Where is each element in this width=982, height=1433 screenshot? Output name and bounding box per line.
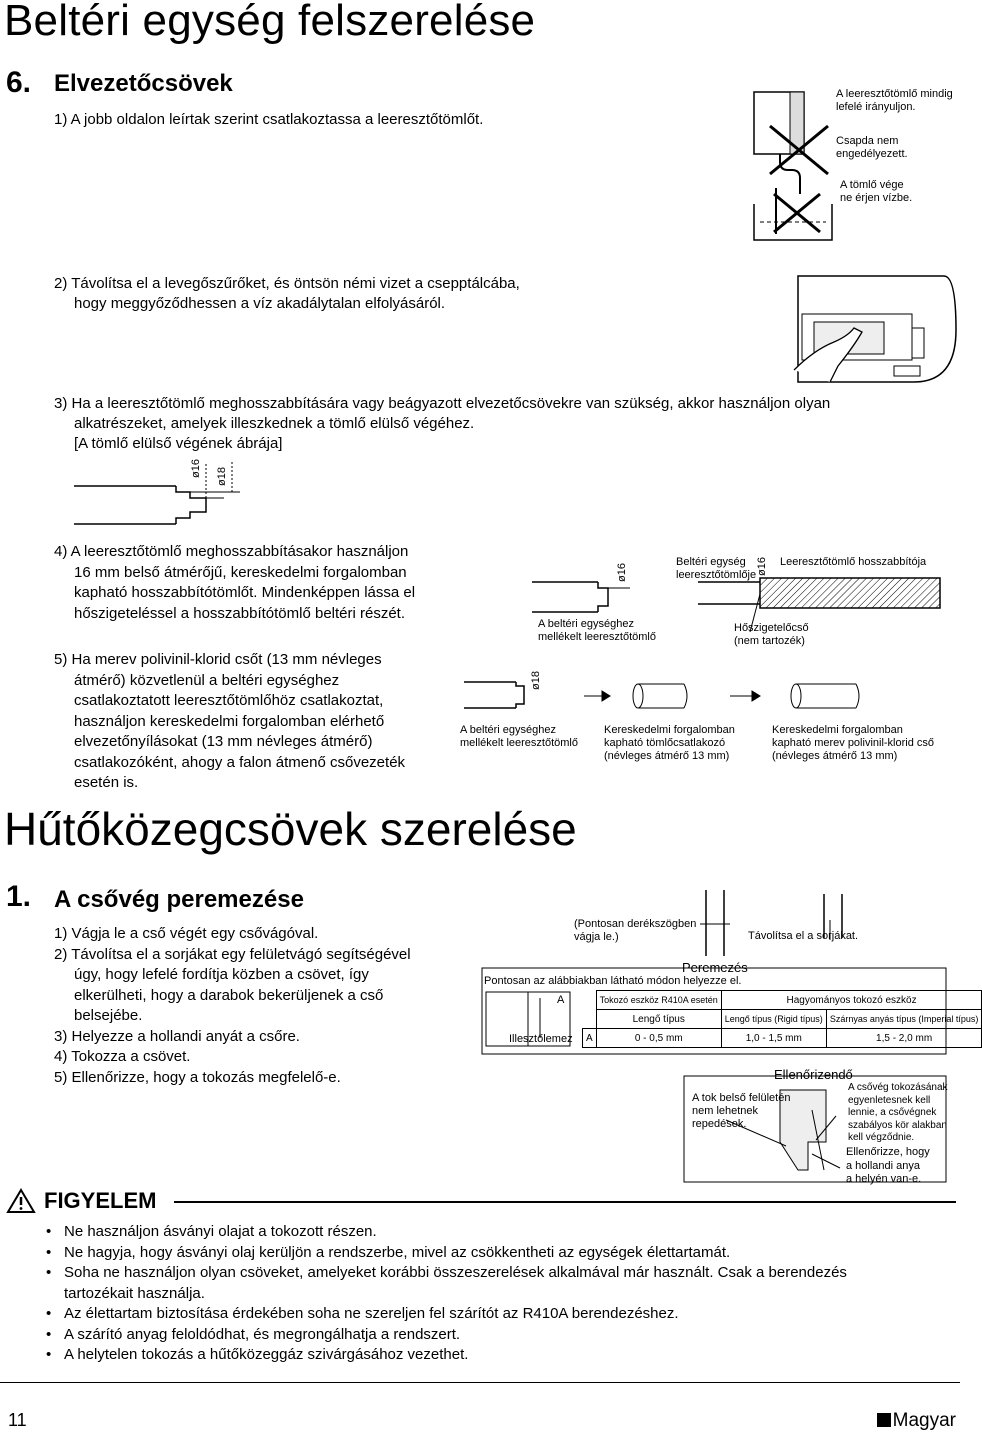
cut-note-1: (Pontosan derékszögben [574, 918, 697, 930]
flare-step: elkerülheti, hogy a darabok bekerüljenek a cső [74, 986, 384, 1004]
deburr-note: Távolítsa el a sorjákat. [748, 930, 859, 942]
diameter-18-label: ø18 [216, 467, 228, 486]
step-5-block [54, 650, 454, 794]
warning-item: • Soha ne használjon olyan csöveket, amelyeket korábbi összeszerelések alkalmával már használt. Csak a berendezés [46, 1263, 946, 1284]
diameter-16-label: ø16 [190, 459, 202, 478]
square-icon [877, 1413, 891, 1427]
indoor-hose-label-2: leeresztőtömlője [676, 569, 757, 581]
insulation-label-1: Hőszigetelőcső [734, 622, 809, 634]
flare-table [582, 990, 982, 1048]
hose-label-b-2: mellékelt leeresztőtömlő [460, 737, 578, 749]
hose-label-a-2: mellékelt leeresztőtömlő [538, 631, 656, 643]
step-1-text: 1) A jobb oldalon leírtak szerint csatlakoztassa a leeresztőtömlőt. [54, 111, 484, 128]
placement-note: Pontosan az alábbiakban látható módon helyezze el. [484, 975, 742, 987]
warning-item: • A szárító anyag feloldódhat, és megrongálhatja a rendszert. [46, 1325, 946, 1346]
step-2-line1: 2) Távolítsa el a levegőszűrőket, és öntsön némi vizet a csepptálcába, [54, 275, 520, 292]
check-even-line: szabályos kör alakban [848, 1119, 947, 1131]
flare-step: úgy, hogy lefelé fordítja közben a csövet, így [74, 966, 369, 983]
refrigerant-title: Hűtőközegcsövek szerelése [4, 803, 577, 855]
subheader-rigid: Lengő típus (Rigid típus) [721, 1010, 826, 1029]
pvc-label-2: kapható merev polivinil-klorid cső [772, 737, 935, 749]
die-label: Illesztőlemez [509, 1033, 573, 1045]
flare-step: belsejébe. [74, 1007, 143, 1024]
drain-hose-figure [740, 84, 850, 254]
footer-rule [0, 1382, 960, 1383]
step-3-caption: [A tömlő elülső végének ábrája] [74, 435, 283, 452]
language-tag [877, 1410, 956, 1432]
subheader-clutch: Lengő típus [596, 1010, 721, 1029]
flare-steps [54, 924, 454, 1088]
pvc-label-3: (névleges átmérő 13 mm) [772, 750, 898, 762]
check-nut-line: Ellenőrizze, hogy [846, 1146, 930, 1158]
step-5-line: 5) Ha merev polivinil-klorid csőt (13 mm névleges [54, 651, 382, 668]
ext-diameter-16-a: ø16 [616, 563, 628, 582]
ext-diameter-18: ø18 [530, 671, 542, 690]
check-crack-3: repedések. [692, 1118, 747, 1130]
row-label-a: A [583, 1029, 597, 1048]
page-title: Beltéri egység felszerelése [4, 0, 536, 45]
extension-hose-label: Leeresztőtömlő hosszabbítója [780, 556, 927, 568]
warning-item: • A helytelen tokozás a hűtőközeggáz szivárgásához vezethet. [46, 1345, 946, 1366]
warning-icon [6, 1188, 36, 1214]
warning-item: • Ne használjon ásványi olajat a tokozott részen. [46, 1222, 946, 1243]
check-even-line: lennie, a csővégnek [848, 1107, 937, 1118]
peremezes-label: Peremezés [682, 960, 748, 975]
warning-item-continued-text: tartozékait használja. [64, 1284, 205, 1302]
indoor-hose-label-1: Beltéri egység [676, 556, 746, 568]
note-water-1: A tömlő vége [840, 179, 904, 191]
step-2-line2: hogy meggyőződhessen a víz akadálytalan elfolyásáról. [74, 295, 446, 312]
flare-step: 3) Helyezze a hollandi anyát a csőre. [54, 1027, 300, 1045]
step-5-line: használjon kereskedelmi forgalomban elérhető [74, 712, 385, 730]
header-r410a: Tokozó eszköz R410A esetén [596, 991, 721, 1010]
step-5-line: csatlakoztatott leeresztőtömlőhöz csatlakoztat, [74, 692, 384, 709]
check-even-line: A csővég tokozásának [848, 1082, 948, 1093]
step-4-line: hőszigeteléssel a hosszabbítótömlő beltéri részét. [74, 604, 406, 622]
connector-label-3: (névleges átmérő 13 mm) [604, 750, 730, 762]
check-crack-1: A tok belső felületén [692, 1092, 791, 1104]
step-4-line: 4) A leeresztőtömlő meghosszabbításakor használjon [54, 543, 409, 560]
step-5-line: esetén is. [74, 774, 139, 791]
step-5-line: csatlakozóként, ahogy a falon átmenő csővezeték [74, 753, 406, 771]
connector-label-2: kapható tömlőcsatlakozó [604, 737, 726, 749]
section-6-number: 6. [6, 66, 32, 99]
hose-label-b-1: A beltéri egységhez [460, 724, 557, 736]
check-crack-2: nem lehetnek [692, 1105, 759, 1117]
check-nut [846, 1146, 930, 1187]
check-nut-line: a helyén van-e. [846, 1173, 922, 1185]
step-5-line: átmérő) közvetlenül a beltéri egységhez [74, 671, 340, 689]
note-trap-1: Csapda nem [836, 135, 899, 147]
note-water-2: ne érjen vízbe. [840, 192, 913, 204]
check-label: Ellenőrizendő [774, 1067, 853, 1082]
warning-title: FIGYELEM [44, 1188, 157, 1213]
value-clutch: 0 - 0,5 mm [596, 1029, 721, 1048]
step-3-line2: alkatrészeket, amelyek illeszkednek a tömlő elülső végéhez. [74, 415, 475, 432]
warning-item: • Az élettartam biztosítása érdekében soha ne szereljen fel szárítót az R410A berendezéshez. [46, 1304, 946, 1325]
subheader-wingnut: Szárnyas anyás típus (Imperial típus) [826, 1010, 982, 1029]
insulation-label-2: (nem tartozék) [734, 635, 805, 647]
language-label: Magyar [892, 1410, 956, 1431]
flare-step: 4) Tokozza a csövet. [54, 1048, 191, 1065]
flare-step: 1) Vágja le a cső végét egy csővágóval. [54, 925, 319, 942]
section-1-number: 1. [6, 880, 32, 913]
ext-diameter-16-b: ø16 [756, 557, 768, 576]
check-even-line: egyenletesnek kell [848, 1094, 931, 1106]
hose-label-a-1: A beltéri egységhez [538, 618, 635, 630]
check-even [848, 1082, 948, 1145]
a-dimension-label: A [557, 994, 565, 1006]
section-1-title: A csővég peremezése [54, 886, 304, 913]
step-3-line1: 3) Ha a leeresztőtömlő meghosszabbítására vagy beágyazott elvezetőcsövekre van szükség, akkor használjon olyan [54, 395, 831, 412]
note-downward-1: A leeresztőtömlő mindig [836, 88, 953, 100]
warning-rule [174, 1201, 956, 1203]
step-4-block [54, 542, 454, 624]
indoor-unit-figure [794, 270, 960, 386]
header-conventional: Hagyományos tokozó eszköz [721, 991, 982, 1010]
value-wingnut: 1,5 - 2,0 mm [826, 1029, 982, 1048]
note-downward-2: lefelé irányuljon. [836, 101, 916, 113]
step-5-line: elvezetőnyílásokat (13 mm névleges átmérő) [74, 733, 373, 750]
check-nut-line: a hollandi anya [846, 1159, 921, 1172]
step-4-line: kapható hosszabbítótömlőt. Mindenképpen lássa el [74, 584, 416, 601]
warning-item: • Ne hagyja, hogy ásványi olaj kerüljön a rendszerbe, mivel az csökkentheti az egységek élettartamát. [46, 1243, 946, 1264]
connector-label-1: Kereskedelmi forgalomban [604, 724, 735, 736]
flare-step: 5) Ellenőrizze, hogy a tokozás megfelelő-e. [54, 1068, 341, 1086]
section-6-title: Elvezetőcsövek [54, 70, 233, 97]
value-rigid: 1,0 - 1,5 mm [721, 1029, 826, 1048]
note-trap-2: engedélyezett. [836, 148, 908, 160]
flare-step: 2) Távolítsa el a sorjákat egy felületvágó segítségével [54, 945, 411, 963]
pvc-label-1: Kereskedelmi forgalomban [772, 724, 903, 736]
check-even-line: kell végződnie. [848, 1132, 915, 1143]
page-number: 11 [8, 1410, 27, 1430]
warning-list [46, 1222, 946, 1366]
warning-item-continued [46, 1284, 946, 1305]
cut-note-2: vágja le.) [574, 931, 619, 943]
step-4-line: 16 mm belső átmérőjű, kereskedelmi forgalomban [74, 563, 407, 581]
